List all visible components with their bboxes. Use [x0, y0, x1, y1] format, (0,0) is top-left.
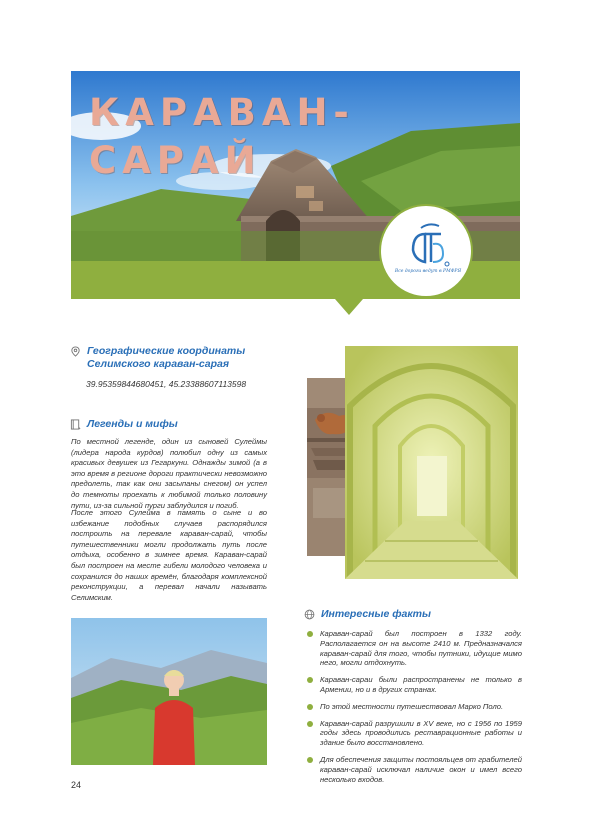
legend-paragraph-1: По местной легенде, один из сыновей Сулеймы (лидера народа курдов) полюбил одну из самых красивых девушек из Гегаркуни. Однажды зимой (а в это время в регионе дороги практически невозможно предолеть, так как они засыпаны снегом) он успел до темноты проехать к любимой только половину пути, из-за сильной пурги заблудился и погиб. — [71, 437, 267, 510]
facts-list — [307, 629, 522, 791]
bullet-icon — [307, 631, 313, 637]
logo-icon — [403, 220, 453, 268]
bullet-icon — [307, 757, 313, 763]
list-item: Караван-сарай был построен в 1332 году. Располагается он на высоте 2410 м. Предназначался караван-сарай для того, чтобы путники, идущие мимо него, могли отдохнуть. — [307, 629, 522, 668]
vault-interior-photo — [345, 346, 518, 579]
bullet-icon — [307, 704, 313, 710]
coordinates-heading: Географические координаты Селимского караван-сарая — [70, 345, 300, 371]
vault-interior-illustration — [345, 346, 518, 579]
book-icon — [70, 419, 81, 430]
legend-paragraph-2: После этого Сулейма в память о сыне и во избежание подобных случаев распорядился построить на перевале караван-сарай, чтобы путешественники могли продолжать путь после отдыха, особенно в зимнее время. Караван-сарай был построен на месте гибели молодого человека и сохранился до наших времён, благодаря комплексной реконструкции, а перевал начали называть Селимским. — [71, 508, 267, 602]
bullet-icon — [307, 721, 313, 727]
page-title: КАРАВАН- САРАЙ — [89, 91, 355, 182]
hero-pointer-triangle — [335, 299, 363, 315]
list-item: Караван-сарай разрушили в XV веке, но с 1956 по 1959 годы здесь проводились реставрационные работы и здание было восстановлено. — [307, 719, 522, 748]
list-item: Для обеспечения защиты постояльцев от грабителей караван-сарай исключал наличие окон и имел всего несколько входов. — [307, 755, 522, 784]
legends-heading: Легенды и мифы — [70, 418, 300, 431]
bullet-icon — [307, 677, 313, 683]
person-mountains-illustration — [71, 618, 267, 765]
facts-heading: Интересные факты — [304, 608, 524, 621]
coordinates-value: 39.95359844680451, 45.23388607113598 — [86, 379, 247, 389]
page-number: 24 — [71, 780, 82, 790]
logo-tagline: Все дороги ведут в РМФРЯ — [394, 269, 462, 274]
globe-icon — [304, 609, 315, 620]
list-item: Караван-сараи были распространены не только в Армении, но и в других странах. — [307, 675, 522, 695]
logo-badge — [379, 204, 473, 298]
person-mountains-photo — [71, 618, 267, 765]
list-item: По этой местности путешествовал Марко Поло. — [307, 702, 522, 712]
location-pin-icon — [70, 346, 81, 357]
